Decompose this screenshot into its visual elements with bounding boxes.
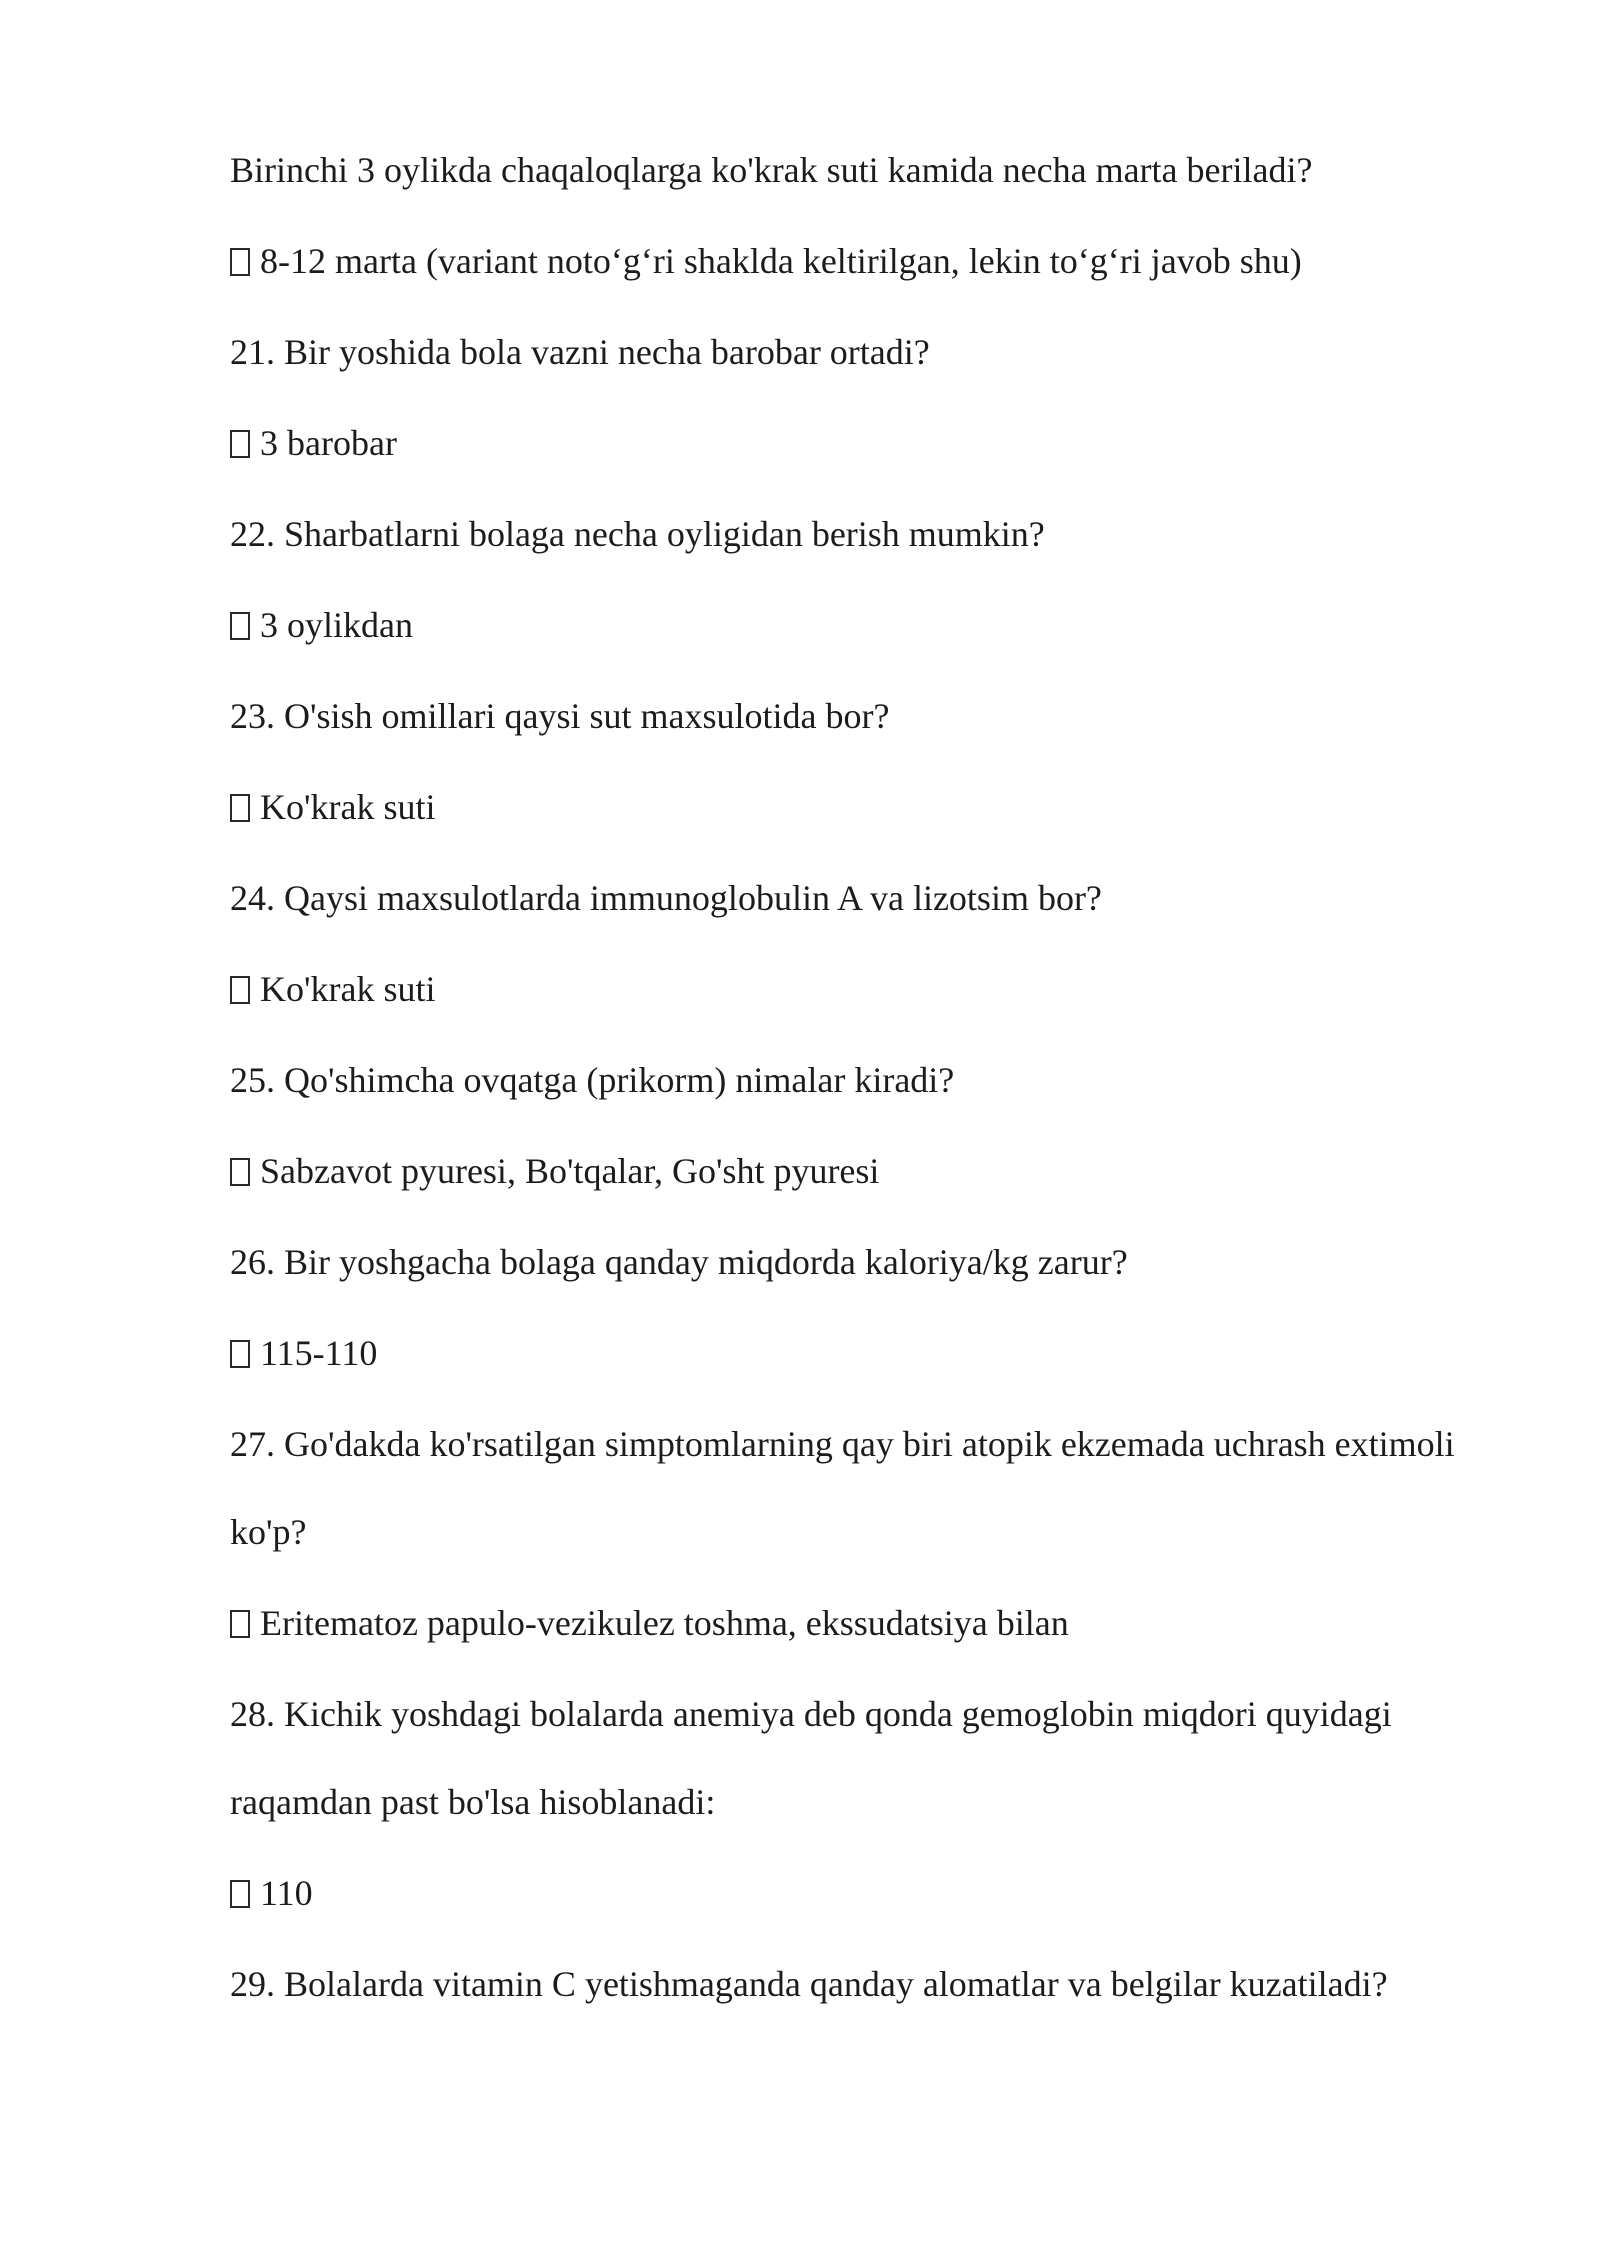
checkbox-icon [230,1158,250,1186]
answer-text: 3 oylikdan [260,605,413,645]
question-text: 21. Bir yoshida bola vazni necha barobar ortadi? [230,332,930,372]
checkbox-icon [230,430,250,458]
checkbox-icon [230,1880,250,1908]
answer-row [230,423,1470,463]
answer-text: 110 [260,1873,313,1913]
checkbox-icon [230,976,250,1004]
question-text: 26. Bir yoshgacha bolaga qanday miqdorda kaloriya/kg zarur? [230,1242,1128,1282]
answer-text: 8-12 marta (variant noto‘g‘ri shaklda keltirilgan, lekin to‘g‘ri javob shu) [260,241,1302,281]
question-text: 28. Kichik yoshdagi bolalarda anemiya deb qonda gemoglobin miqdori quyidagi raqamdan past bo'lsa hisoblanadi: [230,1694,1392,1822]
question-text: Birinchi 3 oylikda chaqaloqlarga ko'krak suti kamida necha marta beriladi? [230,150,1313,190]
checkbox-icon [230,1340,250,1368]
answer-row [230,241,1470,281]
question-text: 23. O'sish omillari qaysi sut maxsulotida bor? [230,696,890,736]
answer-row [230,1603,1470,1643]
answer-text: Ko'krak suti [260,787,436,827]
checkbox-icon [230,794,250,822]
answer-row [230,787,1470,827]
answer-row [230,1151,1470,1191]
question-text: 25. Qo'shimcha ovqatga (prikorm) nimalar kiradi? [230,1060,955,1100]
answer-text: Sabzavot pyuresi, Bo'tqalar, Go'sht pyuresi [260,1151,880,1191]
answer-row [230,969,1470,1009]
answer-row [230,1873,1470,1913]
answer-text: 3 barobar [260,423,397,463]
question-text: 27. Go'dakda ko'rsatilgan simptomlarning qay biri atopik ekzemada uchrash extimoli ko'p? [230,1424,1455,1552]
checkbox-icon [230,1610,250,1638]
answer-row [230,605,1470,645]
question-text: 22. Sharbatlarni bolaga necha oyligidan berish mumkin? [230,514,1045,554]
question-text: 24. Qaysi maxsulotlarda immunoglobulin A va lizotsim bor? [230,878,1102,918]
checkbox-icon [230,612,250,640]
answer-row [230,1333,1470,1373]
question-text: 29. Bolalarda vitamin C yetishmaganda qanday alomatlar va belgilar kuzatiladi? [230,1964,1388,2004]
checkbox-icon [230,248,250,276]
answer-text: Eritematoz papulo-vezikulez toshma, ekssudatsiya bilan [260,1603,1069,1643]
answer-text: 115-110 [260,1333,378,1373]
question-list [230,150,1470,2055]
answer-text: Ko'krak suti [260,969,436,1009]
